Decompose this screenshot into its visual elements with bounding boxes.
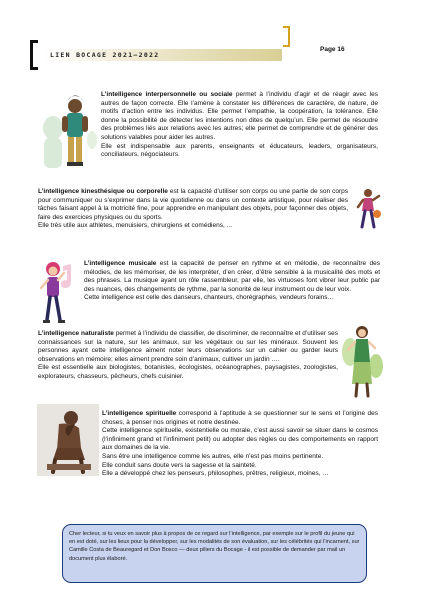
- section-naturalist: [38, 330, 338, 382]
- section-naturalist-title: L’intelligence naturaliste: [38, 330, 114, 337]
- section-musical: [84, 260, 380, 303]
- interpersonal-figure-image: [38, 92, 98, 174]
- reader-note-text: Cher lecteur, si tu veux en savoir plus à propos de ce regard sur l’intelligence, par exemple sur le profil du jeune qui en est doté, sur les lieux pour la développer, sur les modalités de son évaluation, sur les célébrités qui l’incarnent, sur Camille Costa de Beauregard et Don Bosco — deux piliers du Bocage - il est possible de demander par mail un document plus élaboré.: [69, 531, 360, 562]
- section-kinesthetic: [38, 188, 348, 231]
- section-spiritual-line-4: Elle a développé chez les penseurs, philosophes, prêtres, religieux, moines, …: [102, 470, 329, 478]
- section-spiritual: [102, 410, 378, 479]
- kinesthetic-figure-image: [356, 187, 382, 231]
- section-interpersonal: [101, 91, 378, 160]
- section-kinesthetic-text: [38, 188, 348, 222]
- header-title: LIEN BOCAGE 2021—2022: [50, 51, 160, 59]
- section-kinesthetic-body: est la capacité d’utiliser son corps ou une partie de son corps pour communiquer ou s’exprimer dans la vie quotidienne ou dans un contexte artistique, pour réaliser des tâches faisant appel à la motricité fine, pour apprendre en manipulant des objets, pour façonner des objets, faire des exercices physiques ou du sports.: [38, 188, 348, 221]
- section-spiritual-line-1: Cette intelligence spirituelle, existentielle ou morale, c’est aussi savoir se situer dans le cosmos (l’infiniment grand et l’infiniment petit) ou adopter des règles ou des comportements en rapport aux domaines de la vie.: [102, 427, 378, 452]
- page-number: Page 16: [320, 46, 345, 53]
- section-spiritual-title: L’intelligence spirituelle: [102, 410, 177, 417]
- section-musical-body: est la capacité de penser en rythme et en mélodie, de reconnaître des mélodies, de les mémoriser, de les interpréter, d’en créer, d’être sensible à la musicalité des mots et des phrases. La musique ayant un rôle rassembleur, par elle, les virtuoses font vibrer leur public par des nuances, des changements de rythme, par la sonorité de leur instrument ou de leur voix.: [84, 260, 380, 293]
- section-kinesthetic-title: L’intelligence kinesthésique ou corporelle: [38, 188, 168, 195]
- section-interpersonal-body: permet à l’individu d’agir et de réagir avec les autres de façon correcte. Elle l’amène à constater les différences de caractère, de nature, de motifs d’action entre les individus. Elle permet l’empathie, la coopération, la tolérance. Elle donne la possibilité de détecter les intentions non dites de quelqu’un. Elle permet de résoudre des problèmes liés aux relations avec les autres; elle permet de comprendre et de générer des solutions valables pour aider les autres.: [101, 91, 379, 141]
- thinker-statue-image: [37, 404, 99, 476]
- section-interpersonal-text: [101, 91, 378, 143]
- section-interpersonal-title: L’intelligence interpersonnelle ou sociale: [101, 91, 233, 98]
- section-musical-extra: Cette intelligence est celle des danseurs, chanteurs, chorégraphes, vendeurs forains…: [84, 294, 335, 302]
- reader-note-box: [62, 524, 367, 583]
- section-naturalist-text: [38, 330, 338, 364]
- section-spiritual-body: correspond à l’aptitude à se questionner sur le sens et l’origine des choses, à penser nos origines et notre destinée.: [102, 410, 378, 426]
- musical-figure-image: [37, 258, 81, 326]
- section-interpersonal-extra: Elle est indispensable aux parents, enseignants et éducateurs, leaders, organisateurs, conciliateurs, négociateurs.: [101, 142, 378, 159]
- section-spiritual-line-3: Elle conduit sans doute vers la sagesse et la sainteté.: [102, 461, 257, 469]
- section-spiritual-text: [102, 410, 378, 427]
- section-spiritual-line-2: Sans être une intelligence comme les autres, elle n’est pas moins pertinente.: [102, 452, 324, 460]
- section-musical-text: [84, 260, 380, 294]
- section-kinesthetic-extra: Elle très utile aux athlètes, menuisiers, chirurgiens et comédiens, ...: [38, 222, 233, 230]
- section-musical-title: L’intelligence musicale: [84, 260, 157, 267]
- header-left-bracket: [30, 40, 38, 70]
- section-naturalist-body: permet à l’individu de classifier, de discriminer, de reconnaître et d’utiliser ses connaissances sur la nature, sur les animaux, sur les végétaux ou sur les minéraux. Souvent les personnes ayant cette intelligence aiment noter leurs observations sur un cahier ou garder leurs observations en mémoire; elles aiment prendre soin d’animaux, cultiver un jardin ….: [38, 330, 338, 363]
- naturalist-figure-image: [338, 322, 386, 400]
- header-right-bracket: [283, 26, 290, 47]
- section-naturalist-extra: Elle est essentielle aux biologistes, botanistes, écologistes, océanographes, paysagistes, zoologistes, explorateurs, chasseurs, pêcheurs, chefs cuisinier.: [38, 364, 338, 380]
